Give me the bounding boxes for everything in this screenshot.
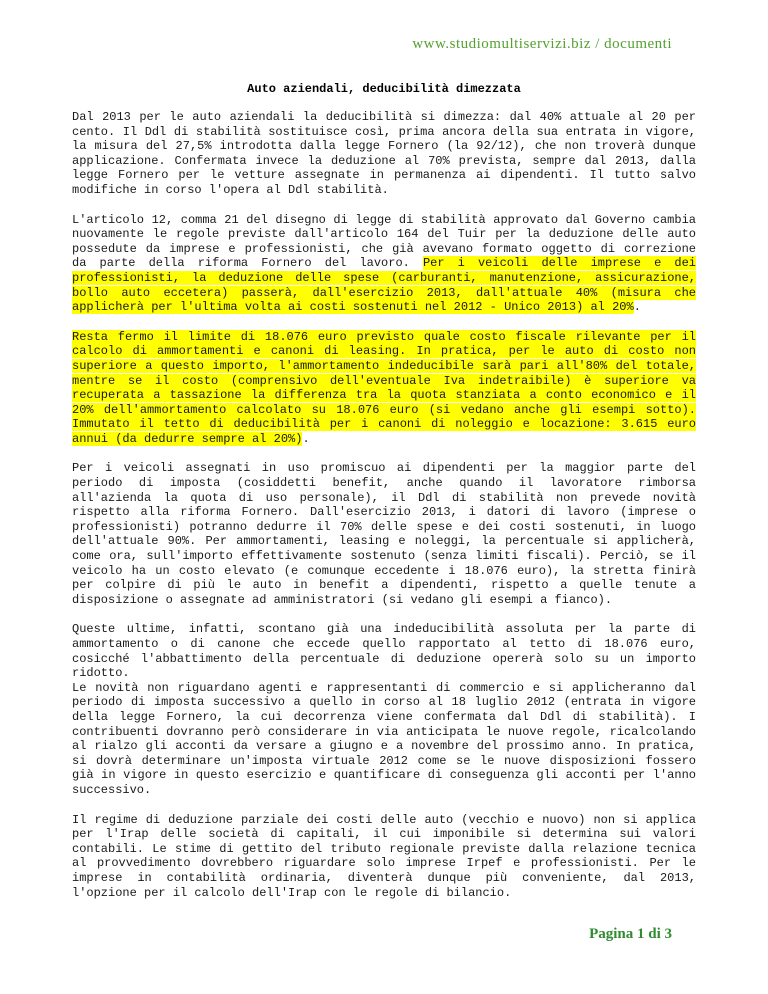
site-header: www.studiomultiservizi.biz / documenti <box>412 36 672 52</box>
page-number: Pagina 1 di 3 <box>589 926 672 942</box>
paragraph-4: Per i veicoli assegnati in uso promiscuo ai dipendenti per la maggior parte del periodo di imposta (cosiddetti benefit, anche quando il lavoratore rimborsa all'azienda la quota di uso personale), il Ddl di stabilità non prevede novità rispetto alla riforma Fornero. Dall'esercizio 2013, i datori di lavoro (imprese o professionisti) potranno dedurre il 70% delle spese e dei costi sostenuti, in luogo dell'attuale 90%. Per ammortamenti, leasing e noleggi, la percentuale si applicherà, come ora, sull'importo effettivamente sostenuto (senza limiti fiscali). Perciò, se il veicolo ha un costo elevato (e comunque eccedente i 18.076 euro), la stretta finirà per colpire di più le auto in benefit a dipendenti, rispetto a quelle tenute a disposizione o assegnate ad amministratori (si vedano gli esempi a fianco). <box>72 461 696 607</box>
paragraph-6: Le novità non riguardano agenti e rappresentanti di commercio e si applicheranno dal periodo di imposta successivo a quello in corso al 18 luglio 2012 (entrata in vigore della legge Fornero, la cui decorrenza viene confermata dal Ddl di stabilità). I contribuenti dovranno però considerare in via anticipata le nuove regole, ricalcolando al rialzo gli acconti da versare a giugno e a novembre del prossimo anno. In pratica, si dovrà determinare un'imposta virtuale 2012 come se le nuove disposizioni fossero già in vigore in questo esercizio e quantificare di conseguenza gli acconti per l'anno successivo. <box>72 680 696 797</box>
paragraph-2-end: . <box>633 300 641 315</box>
paragraph-3-end: . <box>302 431 310 446</box>
paragraph-3 <box>72 330 696 447</box>
paragraph-2-highlight: Per i veicoli delle imprese e dei professionisti, la deduzione delle spese (carburanti, manutenzione, assicurazione, bollo auto eccetera) passerà, dall'esercizio 2013, dall'attuale 40% (misura che applicherà per l'ultima volta ai costi sostenuti nel 2012 - Unico 2013) al 20% <box>72 256 696 315</box>
paragraph-2-text: L'articolo 12, comma 21 del disegno di legge di stabilità approvato dal Governo cambia nuovamente le regole previste dall'articolo 164 del Tuir per la deduzione delle auto possedute da imprese e professionisti, che già avevano formato oggetto di correzione da parte della riforma Fornero del lavoro. <box>72 212 696 271</box>
paragraph-2 <box>72 213 696 315</box>
document-title: Auto aziendali, deducibilità dimezzata <box>247 82 521 96</box>
paragraph-1: Dal 2013 per le auto aziendali la deducibilità si dimezza: dal 40% attuale al 20 per cento. Il Ddl di stabilità sostituisce così, prima ancora della sua entrata in vigore, la misura del 27,5% introdotta dalla legge Fornero (la 92/12), che non troverà dunque applicazione. Confermata invece la deduzione al 70% prevista, sempre dal 2013, dalla legge Fornero per le vetture assegnate in permanenza ai dipendenti. Il tutto salvo modifiche in corso l'opera al Ddl stabilità. <box>72 110 696 197</box>
document-body <box>72 110 696 915</box>
paragraph-7: Il regime di deduzione parziale dei costi delle auto (vecchio e nuovo) non si applica per l'Irap delle società di capitali, il cui imponibile si determina sui valori contabili. Le stime di gettito del tributo regionale previste dalla relazione tecnica al provvedimento dovrebbero riguardare solo imprese Irpef e professionisti. Per le imprese in contabilità ordinaria, diventerà dunque più conveniente, dal 2013, l'opzione per il calcolo dell'Irap con le regole di bilancio. <box>72 812 696 900</box>
paragraph-5: Queste ultime, infatti, scontano già una indeducibilità assoluta per la parte di ammortamento o di canone che eccede quello rapportato al tetto di 18.076 euro, cosicché l'abbattimento della percentuale di deduzione opererà solo su un importo ridotto. <box>72 622 696 681</box>
paragraph-3-highlight: Resta fermo il limite di 18.076 euro previsto quale costo fiscale rilevante per il calcolo di ammortamenti e canoni di leasing. In pratica, per le auto di costo non superiore a questo importo, l'ammortamento indeducibile sarà pari all'80% del totale, mentre se il costo (comprensivo dell'eventuale Iva indetraibile) è superiore va recuperata a tassazione la differenza tra la quota stanziata a conto economico e il 20% dell'ammortamento calcolato su 18.076 euro (si vedano anche gli esempi sotto). Immutato il tetto di deducibilità per i canoni di noleggio e locazione: 3.615 euro annui (da dedurre sempre al 20%) <box>72 329 696 446</box>
